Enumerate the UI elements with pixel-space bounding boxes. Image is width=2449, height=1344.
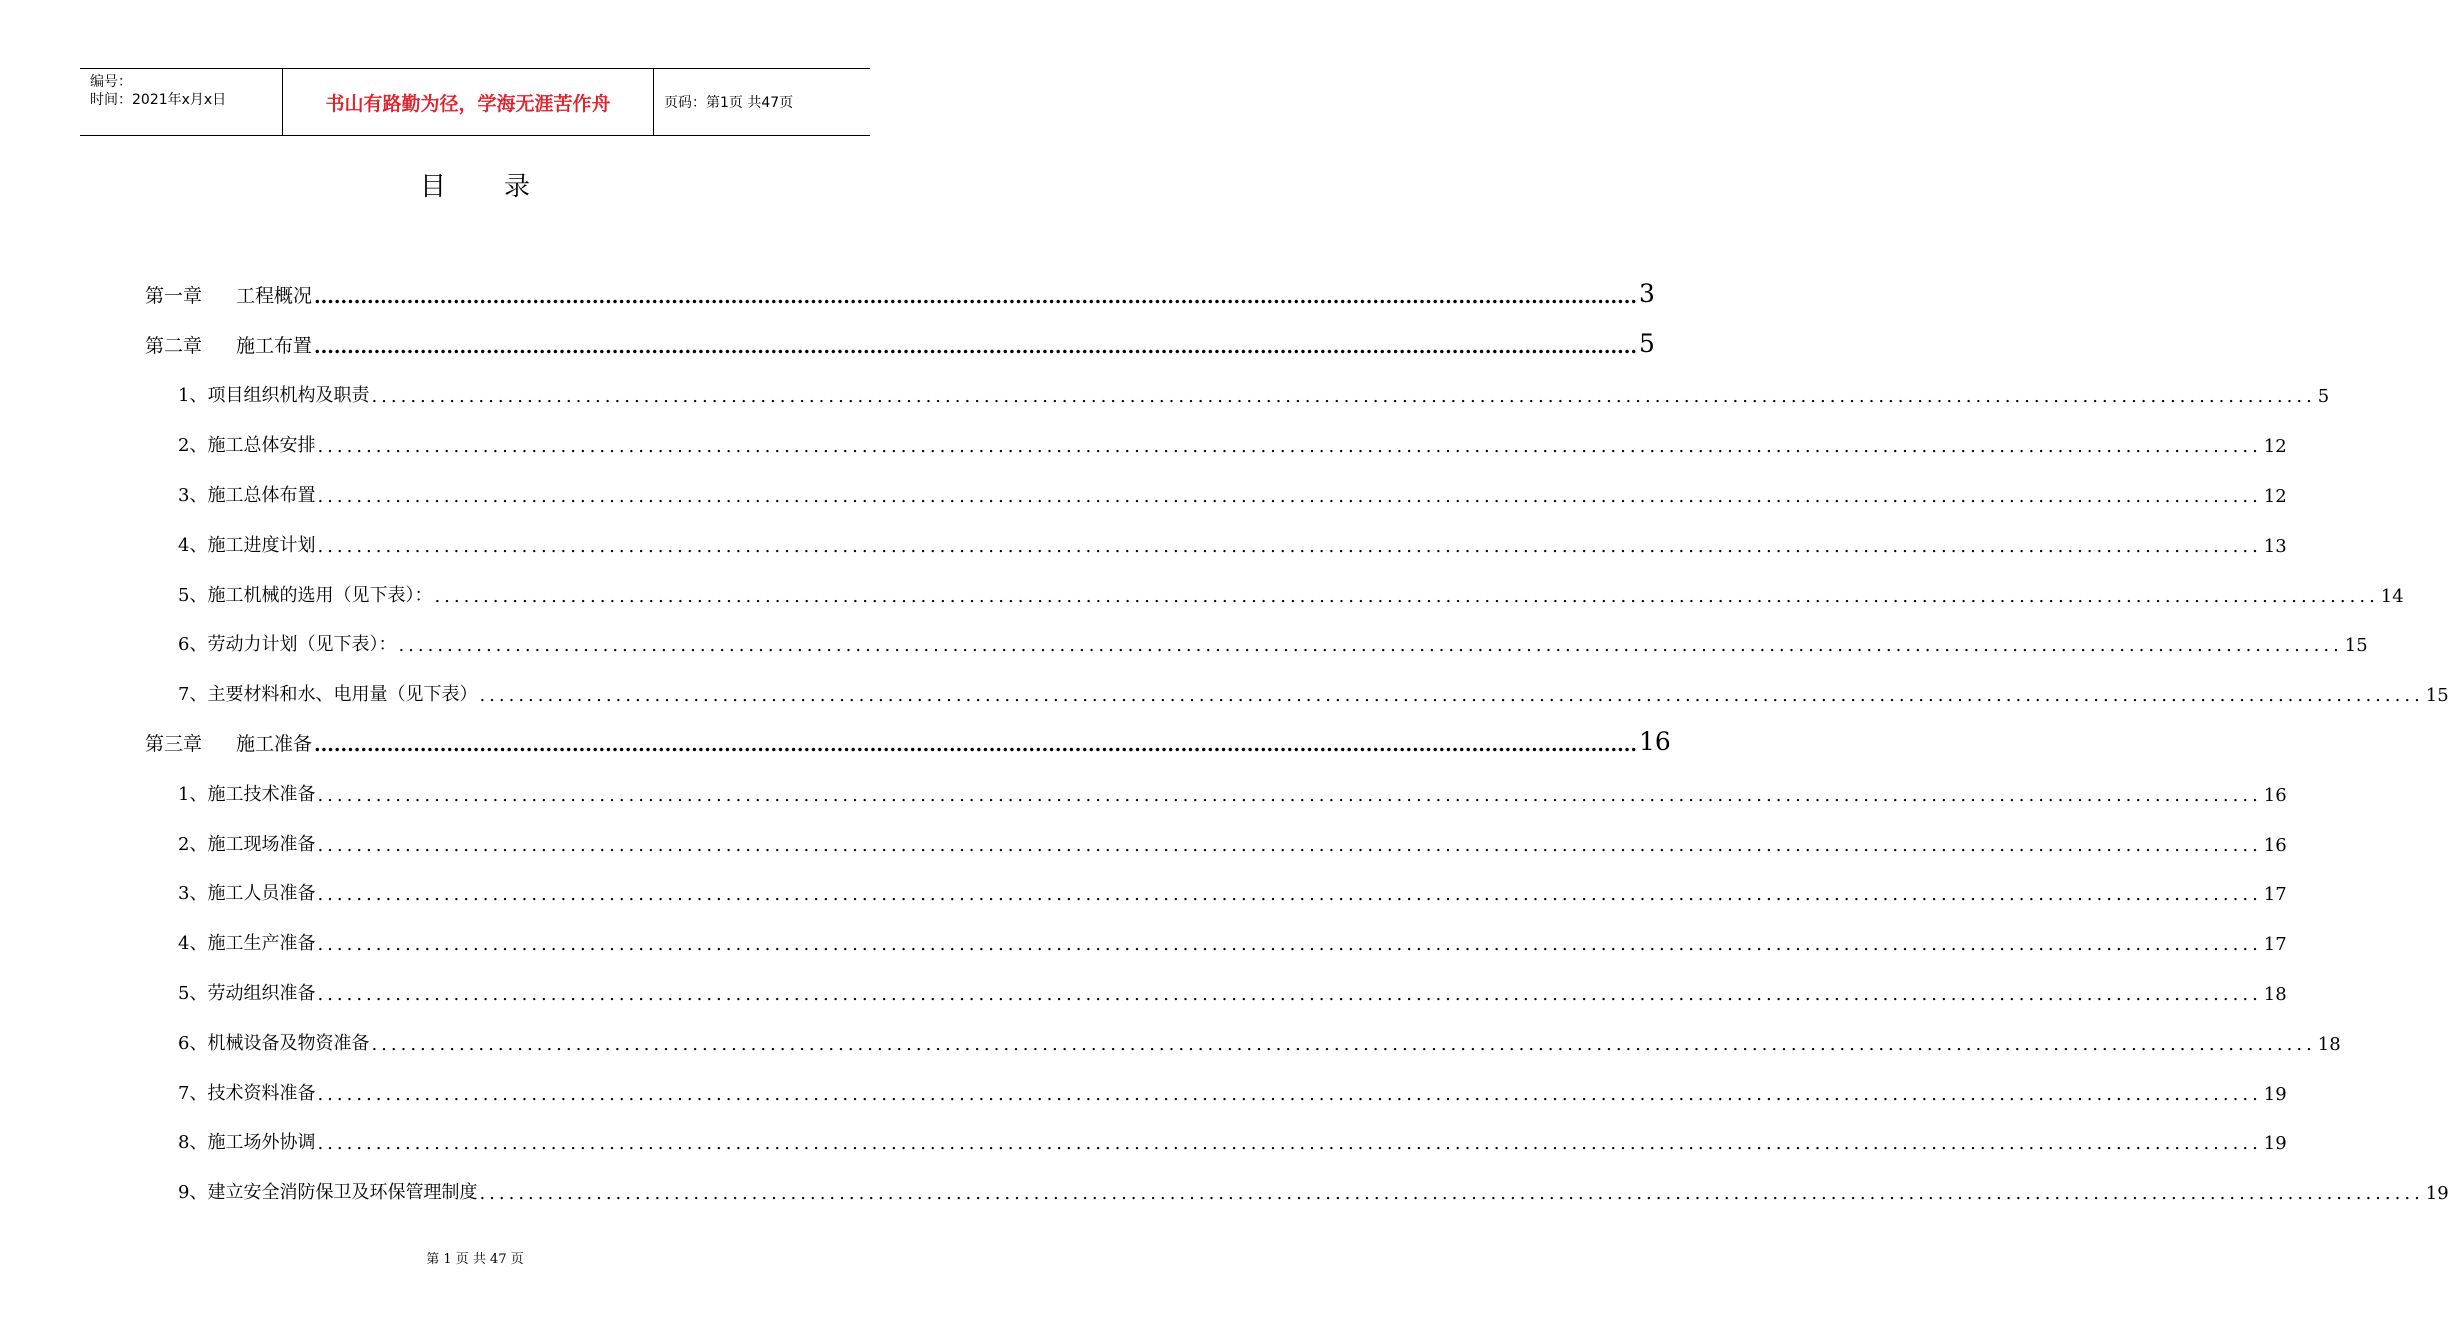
toc-dot-leader: ........................................................................................................................................................................................................: [317, 784, 2262, 806]
toc-dot-leader: ........................................................................................................................................................................................................: [434, 585, 2379, 607]
toc-page-number: 5: [2317, 386, 2330, 408]
toc-entry-label: 1、项目组织机构及职责: [178, 385, 370, 407]
toc-page-number: 19: [2263, 1083, 2287, 1105]
toc-chapter-entry[interactable]: [145, 312, 1655, 362]
toc-page-number: 17: [2263, 934, 2287, 956]
toc-section-entry[interactable]: [145, 561, 2404, 611]
toc-page-number: 19: [2425, 1183, 2449, 1205]
toc-dot-leader: ........................................................................................................................................................................................................: [317, 1133, 2262, 1155]
toc-entry-label: 9、建立安全消防保卫及环保管理制度: [178, 1182, 478, 1204]
toc-section-entry[interactable]: [145, 411, 2287, 461]
toc-section-entry[interactable]: [145, 1059, 2287, 1109]
toc-chapter-number: 第三章: [145, 732, 203, 755]
toc-page-number: 19: [2263, 1133, 2287, 1155]
toc-section-entry[interactable]: [145, 1158, 2449, 1208]
toc-entry-label: 4、施工生产准备: [178, 933, 316, 955]
toc-section-entry[interactable]: [145, 810, 2287, 860]
toc-dot-leader: ........................................................................................................................................................................................................: [314, 285, 1637, 308]
toc-dot-leader: ........................................................................................................................................................................................................: [479, 1183, 2424, 1205]
header-code: 编号：: [90, 74, 132, 90]
toc-section-entry[interactable]: [145, 1009, 2341, 1059]
toc-page-number: 12: [2263, 436, 2287, 458]
toc-page-number: 16: [2263, 784, 2287, 806]
toc-entry-label: 1、施工技术准备: [178, 783, 316, 805]
header-motto: 书山有路勤为径，学海无涯苦作舟: [282, 69, 654, 135]
toc-dot-leader: ........................................................................................................................................................................................................: [317, 485, 2262, 507]
toc-chapter-entry[interactable]: [145, 710, 1671, 760]
toc-section-entry[interactable]: [145, 760, 2287, 810]
page-footer: 第 1 页 共 47 页: [426, 1252, 524, 1267]
toc-title: 目录: [419, 172, 588, 202]
toc-entry-label: 6、机械设备及物资准备: [178, 1032, 370, 1054]
toc-entry-label: 3、施工人员准备: [178, 883, 316, 905]
toc-section-entry[interactable]: [145, 959, 2287, 1009]
toc-page-number: 12: [2263, 485, 2287, 507]
toc-page-number: 18: [2263, 983, 2287, 1005]
toc-section-entry[interactable]: [145, 362, 2330, 412]
toc-entry-label: 施工布置: [236, 334, 313, 357]
toc-page-number: 16: [1638, 726, 1671, 756]
toc-section-entry[interactable]: [145, 909, 2287, 959]
toc-entry-label: 5、施工机械的选用（见下表）：: [178, 584, 433, 606]
toc-page-number: 3: [1638, 278, 1655, 308]
toc-page-number: 16: [2263, 834, 2287, 856]
toc-entry-label: 2、施工现场准备: [178, 833, 316, 855]
toc-section-entry[interactable]: [145, 860, 2287, 910]
toc-page-number: 18: [2317, 1033, 2341, 1055]
header-page-info: 页码：第1页 共47页: [664, 95, 794, 111]
toc-dot-leader: ........................................................................................................................................................................................................: [317, 934, 2262, 956]
toc-entry-label: 2、施工总体安排: [178, 435, 316, 457]
toc-dot-leader: ........................................................................................................................................................................................................: [317, 1083, 2262, 1105]
toc-page-number: 15: [2344, 635, 2368, 657]
table-of-contents: [145, 262, 2449, 1208]
toc-chapter-number: 第一章: [145, 284, 203, 307]
toc-entry-label: 6、劳动力计划（见下表）：: [178, 634, 397, 656]
toc-chapter-number: 第二章: [145, 334, 203, 357]
toc-section-entry[interactable]: [145, 660, 2449, 710]
toc-dot-leader: ........................................................................................................................................................................................................: [314, 733, 1637, 756]
toc-dot-leader: ........................................................................................................................................................................................................: [398, 635, 2343, 657]
toc-entry-label: 7、技术资料准备: [178, 1082, 316, 1104]
toc-dot-leader: ........................................................................................................................................................................................................: [371, 1033, 2316, 1055]
toc-section-entry[interactable]: [145, 461, 2287, 511]
toc-section-entry[interactable]: [145, 511, 2287, 561]
toc-entry-label: 4、施工进度计划: [178, 534, 316, 556]
toc-dot-leader: ........................................................................................................................................................................................................: [317, 834, 2262, 856]
header-meta: [80, 69, 282, 135]
header-date: 时间：2021年x月x日: [90, 92, 227, 108]
page-header: [80, 68, 870, 136]
toc-dot-leader: ........................................................................................................................................................................................................: [371, 386, 2316, 408]
toc-entry-label: 工程概况: [236, 284, 313, 307]
toc-page-number: 15: [2425, 685, 2449, 707]
toc-dot-leader: ........................................................................................................................................................................................................: [317, 436, 2262, 458]
toc-chapter-entry[interactable]: [145, 262, 1655, 312]
toc-entry-label: 5、劳动组织准备: [178, 982, 316, 1004]
toc-dot-leader: ........................................................................................................................................................................................................: [479, 685, 2424, 707]
toc-dot-leader: ........................................................................................................................................................................................................: [317, 983, 2262, 1005]
toc-page-number: 17: [2263, 884, 2287, 906]
toc-entry-label: 7、主要材料和水、电用量（见下表）: [178, 684, 478, 706]
toc-dot-leader: ........................................................................................................................................................................................................: [317, 884, 2262, 906]
toc-entry-label: 3、施工总体布置: [178, 484, 316, 506]
toc-page-number: 14: [2380, 585, 2404, 607]
toc-page-number: 13: [2263, 535, 2287, 557]
toc-page-number: 5: [1638, 328, 1655, 358]
toc-entry-label: 8、施工场外协调: [178, 1132, 316, 1154]
toc-dot-leader: ........................................................................................................................................................................................................: [314, 335, 1637, 358]
toc-dot-leader: ........................................................................................................................................................................................................: [317, 535, 2262, 557]
toc-section-entry[interactable]: [145, 611, 2368, 661]
toc-section-entry[interactable]: [145, 1109, 2287, 1159]
toc-entry-label: 施工准备: [236, 732, 313, 755]
